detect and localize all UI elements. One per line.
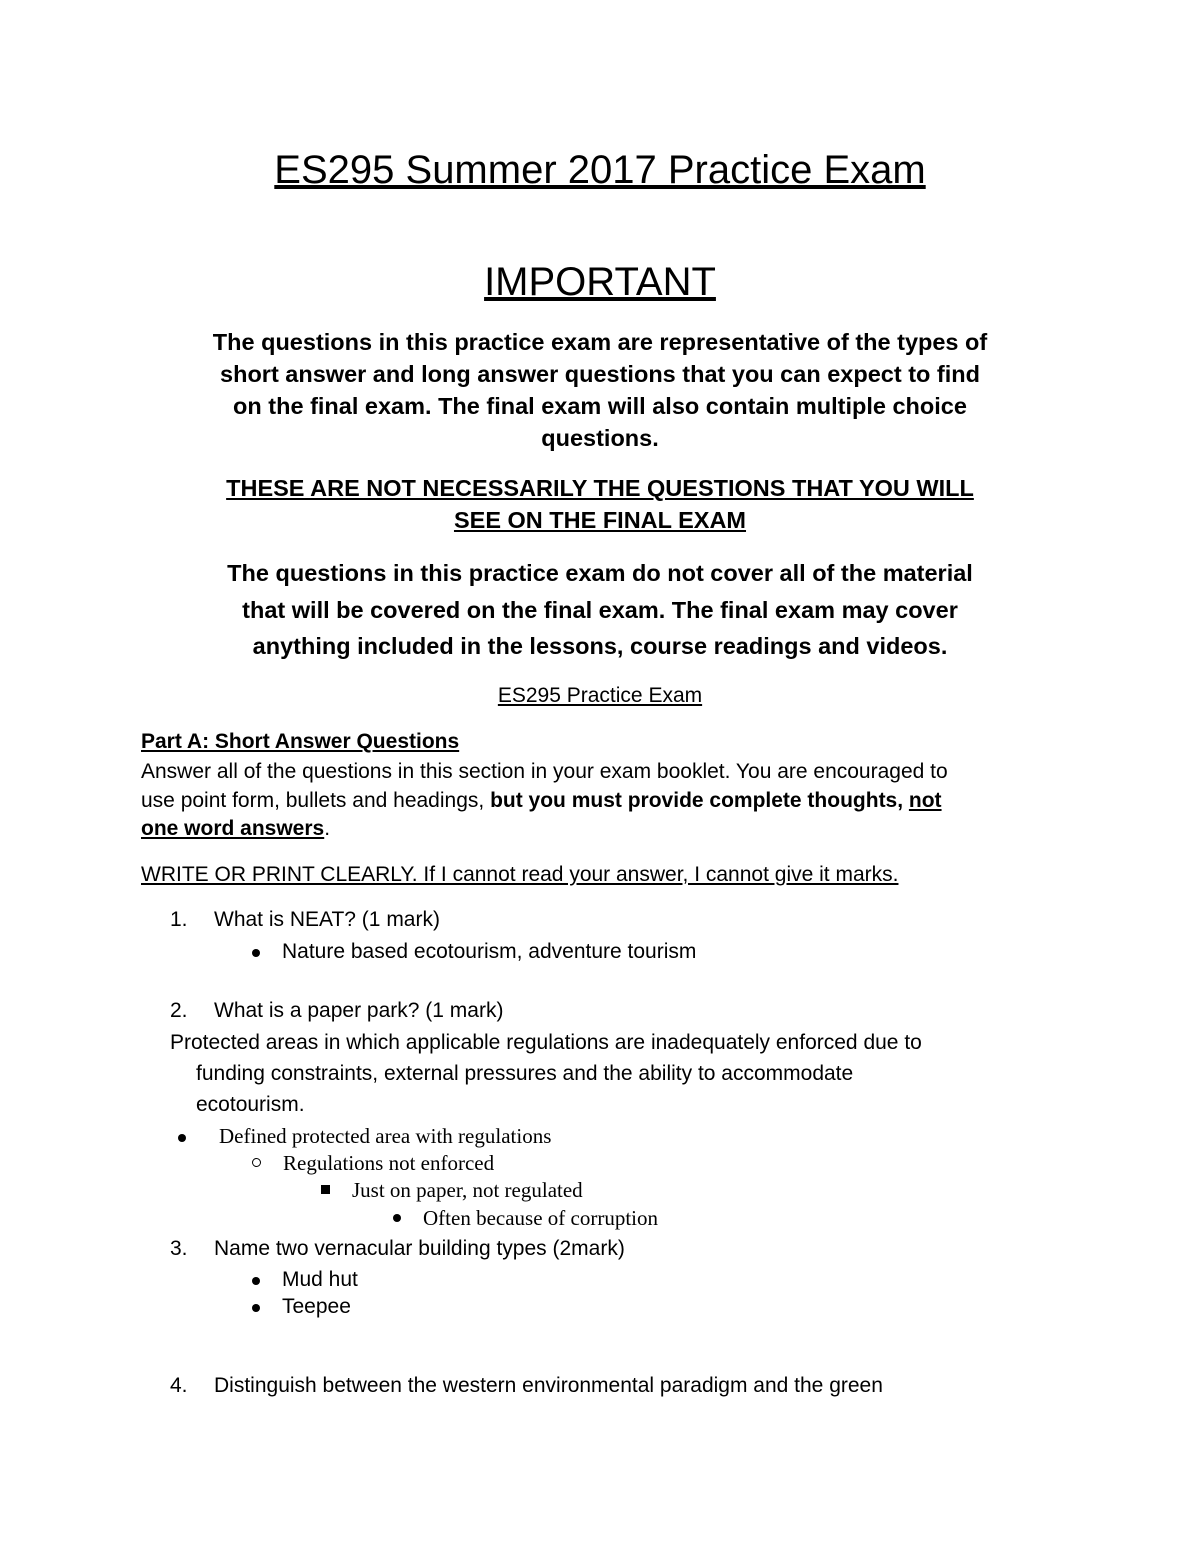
question-number: 3. [170, 1237, 188, 1260]
question-text: What is NEAT? (1 mark) [214, 908, 440, 931]
question-number: 2. [170, 999, 188, 1022]
warning-line: SEE ON THE FINAL EXAM [453, 507, 747, 533]
question-number: 4. [170, 1374, 188, 1397]
notice-paragraph [0, 326, 1200, 454]
instructions-text: use point form, bullets and headings, [141, 789, 491, 812]
nested-answer-level1: Defined protected area with regulations [219, 1124, 552, 1148]
square-bullet-icon [321, 1185, 330, 1194]
answer-line: funding constraints, external pressures and the ability to accommodate [196, 1062, 854, 1085]
coverage-paragraph [0, 555, 1200, 665]
warning-line: THESE ARE NOT NECESSARILY THE QUESTIONS THAT YOU WILL [226, 475, 974, 501]
bullet-icon [252, 1304, 260, 1312]
instructions-emphasis-underlined: one word answers [141, 817, 325, 840]
instructions-line [141, 815, 330, 843]
notice-line: on the final exam. The final exam will also contain multiple choice [233, 393, 967, 419]
part-a-heading: Part A: Short Answer Questions [141, 730, 460, 753]
notice-line: The questions in this practice exam are representative of the types of [212, 329, 988, 355]
answer-line: ecotourism. [196, 1093, 305, 1116]
bullet-icon [252, 949, 260, 957]
bullet-icon [252, 1277, 260, 1285]
exam-subtitle: ES295 Practice Exam [497, 684, 703, 707]
bullet-icon [178, 1134, 186, 1142]
instructions-emphasis-underlined: not [908, 789, 942, 812]
warning-paragraph [0, 472, 1200, 536]
coverage-line: that will be covered on the final exam. The final exam may cover [242, 596, 958, 623]
nested-answer-level2: Regulations not enforced [283, 1151, 495, 1175]
notice-line: short answer and long answer questions that you can expect to find [220, 361, 980, 387]
question-text: Name two vernacular building types (2mark) [214, 1237, 625, 1260]
question-text: Distinguish between the western environmental paradigm and the green [214, 1374, 883, 1397]
instructions-line [141, 787, 942, 815]
important-heading: IMPORTANT [484, 260, 716, 304]
circle-bullet-icon [252, 1158, 261, 1167]
instructions-emphasis: but you must provide complete thoughts, [490, 789, 909, 812]
nested-answer-level4: Often because of corruption [423, 1206, 658, 1230]
page-title: ES295 Summer 2017 Practice Exam [274, 148, 926, 192]
question-number: 1. [170, 908, 188, 931]
answer-line: Protected areas in which applicable regulations are inadequately enforced due to [170, 1031, 922, 1054]
nested-answer-level3: Just on paper, not regulated [352, 1178, 583, 1202]
answer-item: Nature based ecotourism, adventure tourism [282, 940, 697, 963]
coverage-line: The questions in this practice exam do not cover all of the material [227, 560, 973, 586]
instructions-text: . [324, 817, 331, 840]
notice-line: questions. [541, 425, 659, 451]
clarity-note: WRITE OR PRINT CLEARLY. If I cannot read your answer, I cannot give it marks. [141, 863, 899, 886]
instructions-line: Answer all of the questions in this section in your exam booklet. You are encouraged to [141, 760, 948, 783]
question-text: What is a paper park? (1 mark) [214, 999, 504, 1022]
bullet-icon [393, 1214, 401, 1222]
coverage-line: anything included in the lessons, course readings and videos. [252, 633, 948, 659]
answer-item: Teepee [282, 1295, 351, 1318]
answer-item: Mud hut [282, 1268, 358, 1291]
